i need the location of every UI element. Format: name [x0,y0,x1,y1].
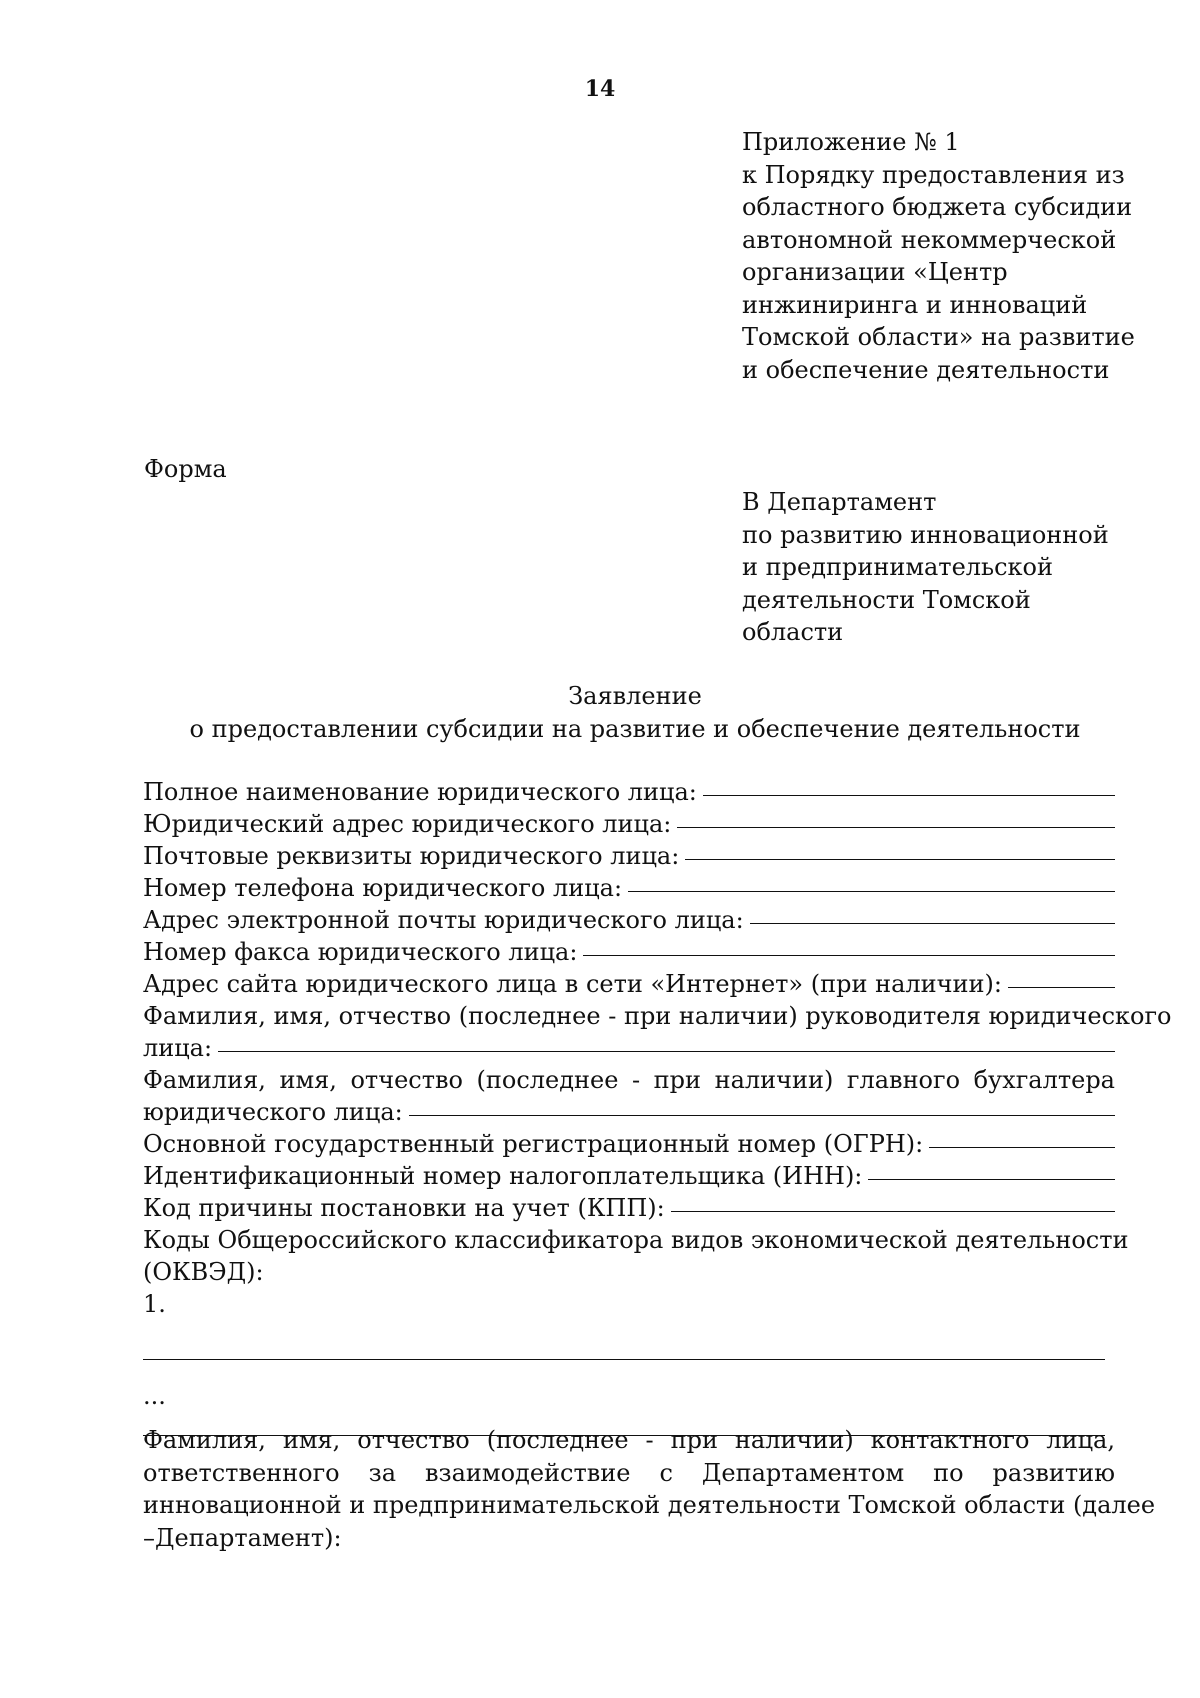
okved-ellipsis: ... [143,1382,166,1410]
director-label-line-1: Фамилия, имя, отчество (последнее - при наличии) руководителя юридического [143,1002,1172,1030]
okved-blank-1[interactable] [143,1358,1105,1360]
ogrn-blank[interactable] [929,1146,1115,1148]
okved-item-1: 1. [143,1290,166,1318]
full-name-blank[interactable] [703,794,1115,796]
appendix-line: Томской области» на развитие [742,323,1135,351]
postal-details-label: Почтовые реквизиты юридического лица: [143,842,680,870]
appendix-line: и обеспечение деятельности [742,355,1110,384]
contact-line-4: –Департамент): [143,1523,342,1552]
application-form [143,776,1172,1436]
okved-label-line-1: Коды Общероссийского классификатора видов экономической деятельности [143,1226,1129,1254]
form-label: Форма [144,455,227,483]
postal-details-field [143,840,1115,872]
recipient-line: деятельности Томской [742,585,1031,614]
accountant-field [143,1096,1115,1128]
recipient-line: В Департамент [742,488,937,516]
appendix-line: областного бюджета субсидии [742,193,1133,221]
fax-label: Номер факса юридического лица: [143,938,578,966]
okved-spacer [143,1320,1115,1358]
legal-address-label: Юридический адрес юридического лица: [143,810,672,838]
legal-address-field [143,808,1115,840]
contact-person-block [143,1424,1156,1554]
kpp-blank[interactable] [671,1210,1115,1212]
recipient-line: и предпринимательской [742,553,1053,581]
appendix-line: инжиниринга и инноваций [742,290,1088,319]
contact-line-1: Фамилия, имя, отчество (последнее - при наличии) контактного лица, [143,1426,1115,1454]
website-field [143,968,1115,1000]
appendix-line: автономной некоммерческой [742,225,1117,254]
accountant-label-line-2: юридического лица: [143,1098,403,1126]
legal-address-blank[interactable] [677,826,1115,828]
kpp-label: Код причины постановки на учет (КПП): [143,1194,665,1222]
appendix-line: организации «Центр [742,258,1008,286]
inn-label: Идентификационный номер налогоплательщика (ИНН): [143,1162,863,1190]
page-number: 14 [584,76,616,102]
appendix-line: к Порядку предоставления из [742,160,1125,189]
title-line-2: о предоставлении субсидии на развитие и обеспечение деятельности [189,715,1081,743]
appendix-block [742,126,1172,386]
email-blank[interactable] [750,922,1115,924]
recipient-line: области [742,618,844,646]
ogrn-field [143,1128,1115,1160]
ogrn-label: Основной государственный регистрационный номер (ОГРН): [143,1130,924,1158]
okved-label-line-2: (ОКВЭД): [143,1258,264,1286]
director-blank[interactable] [218,1050,1115,1052]
website-blank[interactable] [1008,986,1115,988]
postal-details-blank[interactable] [685,858,1115,860]
fax-blank[interactable] [583,954,1115,956]
contact-line-3: инновационной и предпринимательской деятельности Томской области (далее [143,1491,1156,1519]
document-title [0,680,1200,746]
email-field [143,904,1115,936]
contact-line-2: ответственного за взаимодействие с Департаментом по развитию [143,1458,1115,1487]
recipient-block [742,486,1172,649]
phone-label: Номер телефона юридического лица: [143,874,623,902]
kpp-field [143,1192,1115,1224]
director-field [143,1032,1115,1064]
full-name-field [143,776,1115,808]
phone-blank[interactable] [628,890,1115,892]
title-line-1: Заявление [568,682,702,710]
full-name-label: Полное наименование юридического лица: [143,778,697,806]
website-label: Адрес сайта юридического лица в сети «Интернет» (при наличии): [143,970,1002,998]
accountant-label-line-1: Фамилия, имя, отчество (последнее - при наличии) главного бухгалтера [143,1066,1115,1094]
director-label-line-2: лица: [143,1034,213,1062]
inn-blank[interactable] [868,1178,1115,1180]
accountant-blank[interactable] [409,1114,1115,1116]
email-label: Адрес электронной почты юридического лица: [143,906,744,934]
fax-field [143,936,1115,968]
recipient-line: по развитию инновационной [742,520,1109,549]
inn-field [143,1160,1115,1192]
phone-field [143,872,1115,904]
appendix-line: Приложение № 1 [742,128,960,156]
